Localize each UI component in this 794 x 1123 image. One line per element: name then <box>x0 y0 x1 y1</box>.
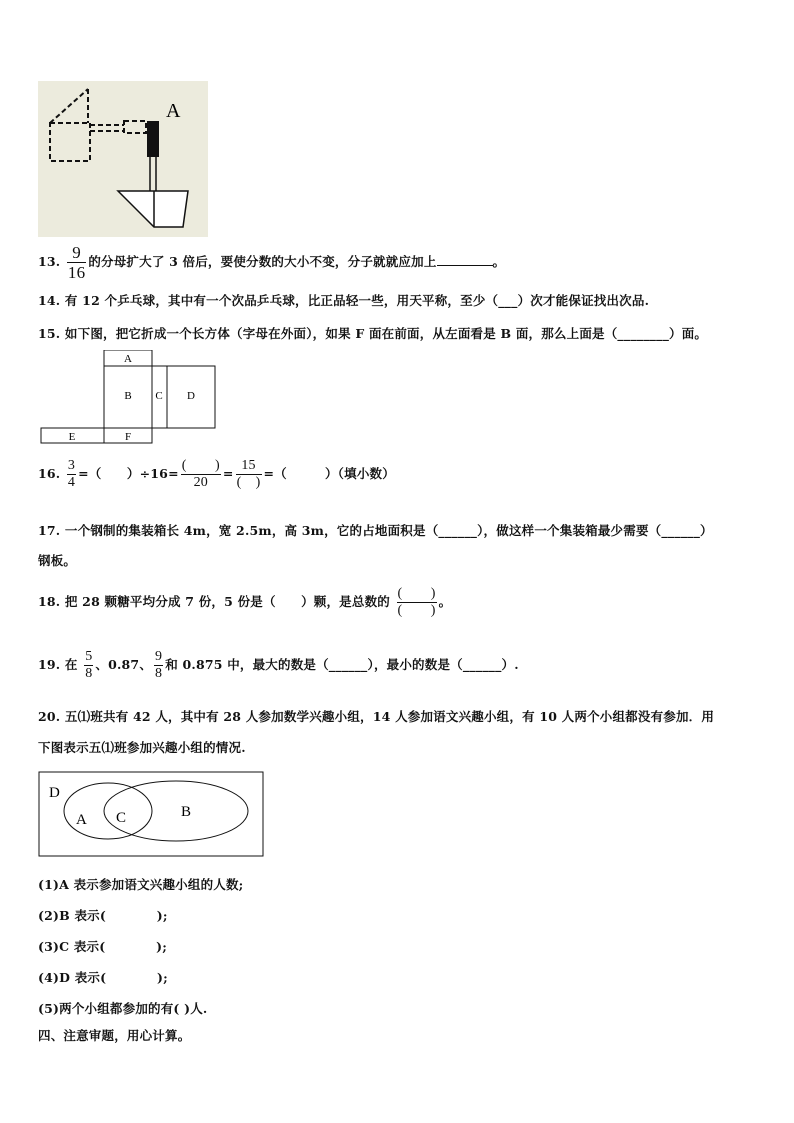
question-20 <box>38 707 714 725</box>
fraction-denominator: 8 <box>155 666 163 681</box>
question-text: 五⑴班共有 42 人，其中有 28 人参加数学兴趣小组，14 人参加语文兴趣小组，有 10 人两个小组都没有参加．用 <box>64 709 715 724</box>
question-18 <box>38 587 451 618</box>
sub-question-3 <box>38 937 167 955</box>
sub-question-2 <box>38 906 168 924</box>
question-number: 14. <box>38 293 61 308</box>
question-text: 一个钢制的集装箱长 4m，宽 2.5m，高 3m，它的占地面积是（______），做这样一个集装箱最少需要（______） <box>64 523 713 538</box>
net-face-e: E <box>68 431 76 443</box>
sub-question-text: (3)C 表示( ); <box>38 939 168 954</box>
sub-question-4 <box>38 968 168 986</box>
question-13 <box>38 244 505 281</box>
fraction-numerator: 9 <box>67 244 86 263</box>
net-face-c: C <box>155 390 163 402</box>
venn-label-d: D <box>49 785 60 801</box>
punctuation: 。 <box>438 594 452 609</box>
sub-question-5 <box>38 999 207 1017</box>
fraction-denominator: 20 <box>193 475 209 490</box>
question-number: 16. <box>38 466 61 481</box>
question-text: 下图表示五⑴班参加兴趣小组的情况. <box>38 740 246 755</box>
question-number: 20. <box>38 709 61 724</box>
question-text: 钢板。 <box>38 553 77 568</box>
label-a: A <box>166 100 181 122</box>
question-number: 18. <box>38 594 61 609</box>
question-16 <box>38 459 395 490</box>
question-number: 13. <box>38 254 61 269</box>
fraction-denominator: 16 <box>67 263 86 282</box>
question-text: 如下图，把它折成一个长方体（字母在外面），如果 F 面在前面，从左面看是 B 面，那么上面是（________）面。 <box>64 326 708 341</box>
fraction-denominator: ( ) <box>236 475 261 490</box>
sub-question-text: (2)B 表示( ); <box>38 908 168 923</box>
section-text: 四、注意审题，用心计算。 <box>38 1028 191 1043</box>
venn-label-a: A <box>76 812 87 828</box>
sub-question-text: (1)A 表示参加语文兴趣小组的人数; <box>38 877 244 892</box>
question-20-line2 <box>38 738 246 756</box>
section-heading-4 <box>38 1026 190 1044</box>
equation-part: = <box>222 466 234 481</box>
fraction-numerator: 9 <box>155 649 163 664</box>
fraction-3-4 <box>67 459 76 490</box>
punctuation: 。 <box>492 254 506 269</box>
box-net-figure <box>40 350 240 445</box>
fraction-denominator: ( ) <box>397 603 436 618</box>
question-text: 和 0.875 中，最大的数是（______），最小的数是（______）. <box>165 657 519 672</box>
question-number: 17. <box>38 523 61 538</box>
fraction-blank[interactable] <box>397 587 437 618</box>
sub-question-text: (4)D 表示( ); <box>38 970 168 985</box>
question-17-line2 <box>38 551 76 569</box>
net-face-d: D <box>187 390 195 402</box>
question-number: 19. <box>38 657 61 672</box>
fraction-numerator: ( ) <box>397 586 436 601</box>
question-text: 把 28 颗糖平均分成 7 份，5 份是（ ）颗，是总数的 <box>64 594 390 609</box>
equation-part: =（ ）÷16= <box>78 466 179 481</box>
fraction-denominator: 4 <box>67 475 76 490</box>
question-text: 在 <box>64 657 78 672</box>
question-text: 的分母扩大了 3 倍后，要使分数的大小不变，分子就就应加上 <box>88 254 437 269</box>
net-face-f: F <box>124 431 132 443</box>
answer-blank[interactable] <box>437 253 493 266</box>
question-19 <box>38 650 519 681</box>
fraction-9-16 <box>67 244 86 281</box>
net-face-a: A <box>124 353 132 365</box>
sub-question-text: (5)两个小组都参加的有( )人. <box>38 1001 208 1016</box>
fraction-15-blank[interactable] <box>236 459 262 490</box>
lamp-shadow-figure <box>38 81 208 237</box>
fraction-numerator: 3 <box>67 458 76 473</box>
question-text: 有 12 个乒乓球，其中有一个次品乒乓球，比正品轻一些，用天平称，至少（___）次才能保证找出次品. <box>64 293 650 308</box>
question-number: 15. <box>38 326 61 341</box>
fraction-blank-20[interactable] <box>181 459 221 490</box>
fraction-9-8 <box>154 650 163 681</box>
venn-label-b: B <box>181 804 192 820</box>
venn-label-c: C <box>116 810 127 826</box>
net-face-b: B <box>124 390 132 402</box>
equation-part: =（ ）（填小数） <box>263 466 395 481</box>
fraction-numerator: 15 <box>236 459 262 475</box>
fraction-denominator: 8 <box>85 666 93 681</box>
question-14 <box>38 291 649 309</box>
fraction-numerator: 5 <box>85 649 93 664</box>
fraction-numerator: ( ) <box>181 458 220 473</box>
question-text: 、0.87、 <box>95 657 153 672</box>
sub-question-1 <box>38 875 244 893</box>
question-17 <box>38 521 713 539</box>
venn-diagram <box>38 771 266 859</box>
fraction-5-8 <box>84 650 93 681</box>
question-15 <box>38 324 707 342</box>
